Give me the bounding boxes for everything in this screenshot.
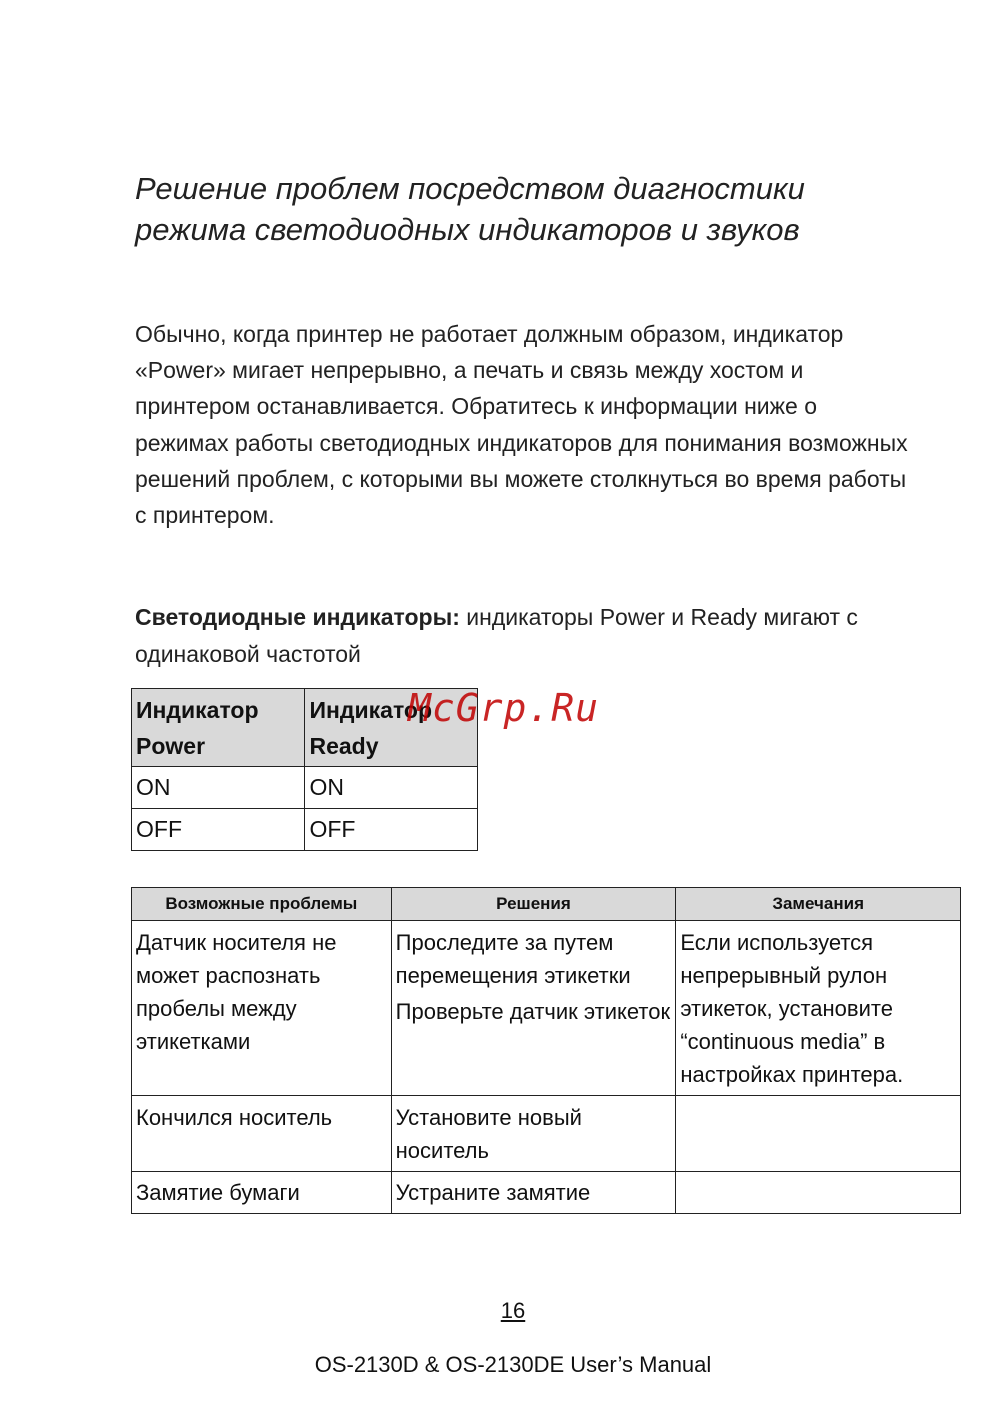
- led-table-row: [132, 767, 478, 809]
- table-row: [132, 1172, 961, 1214]
- led-cell-power: OFF: [132, 809, 305, 851]
- led-section-heading: [135, 599, 915, 672]
- footer-manual-title: OS-2130D & OS-2130DE User’s Manual: [314, 1352, 712, 1377]
- led-cell-power: ON: [132, 767, 305, 809]
- intro-paragraph: Обычно, когда принтер не работает должным образом, индикатор «Power» мигает непрерывно, а печать и связь между хостом и принтером останавливается. Обратитесь к информации ниже о режимах работы светодиодных индикаторов для понимания возможных решений проблем, с которыми вы можете столкнуться во время работы с принтером.: [135, 321, 908, 529]
- page-title-line-2: режима светодиодных индикаторов и звуков: [135, 212, 800, 247]
- led-section-label: Светодиодные индикаторы:: [135, 604, 460, 630]
- note-cell: [676, 1096, 961, 1172]
- led-cell-ready: ON: [305, 767, 478, 809]
- solution-cell: [391, 921, 676, 1096]
- led-section-text: индикаторы Power и Ready мигают с одинаковой частотой: [135, 604, 858, 667]
- header-notes: Замечания: [676, 888, 961, 921]
- note-cell: [676, 1172, 961, 1214]
- solution-text: Проверьте датчик этикеток: [395, 999, 671, 1024]
- table-row: [132, 1096, 961, 1172]
- header-solutions: Решения: [391, 888, 676, 921]
- solution-cell: [391, 1172, 676, 1214]
- led-header-ready: Индикатор Ready: [305, 689, 478, 767]
- watermark: McGrp.Ru: [408, 686, 600, 730]
- led-cell-ready: OFF: [305, 809, 478, 851]
- problem-cell: Замятие бумаги: [132, 1172, 392, 1214]
- led-header-power: Индикатор Power: [132, 689, 305, 767]
- solution-cell: [391, 1096, 676, 1172]
- solution-text: Установите новый носитель: [395, 1105, 582, 1163]
- problem-cell: Датчик носителя не может распознать пробелы между этикетками: [132, 921, 392, 1096]
- led-table-row: [132, 809, 478, 851]
- page-title-line-1: Решение проблем посредством диагностики: [135, 171, 805, 206]
- troubleshooting-table: [131, 887, 961, 1214]
- troubleshooting-header-row: [132, 888, 961, 921]
- note-cell: Если используется непрерывный рулон этикеток, установите “continuous media” в настройках принтера.: [676, 921, 961, 1096]
- page-number: 16: [500, 1298, 526, 1323]
- problem-cell: Кончился носитель: [132, 1096, 392, 1172]
- solution-text: Устраните замятие: [395, 1180, 591, 1205]
- page-title: [135, 168, 935, 250]
- header-possible-problems: Возможные проблемы: [132, 888, 392, 921]
- solution-text: Проследите за путем перемещения этикетки: [395, 930, 631, 988]
- table-row: [132, 921, 961, 1096]
